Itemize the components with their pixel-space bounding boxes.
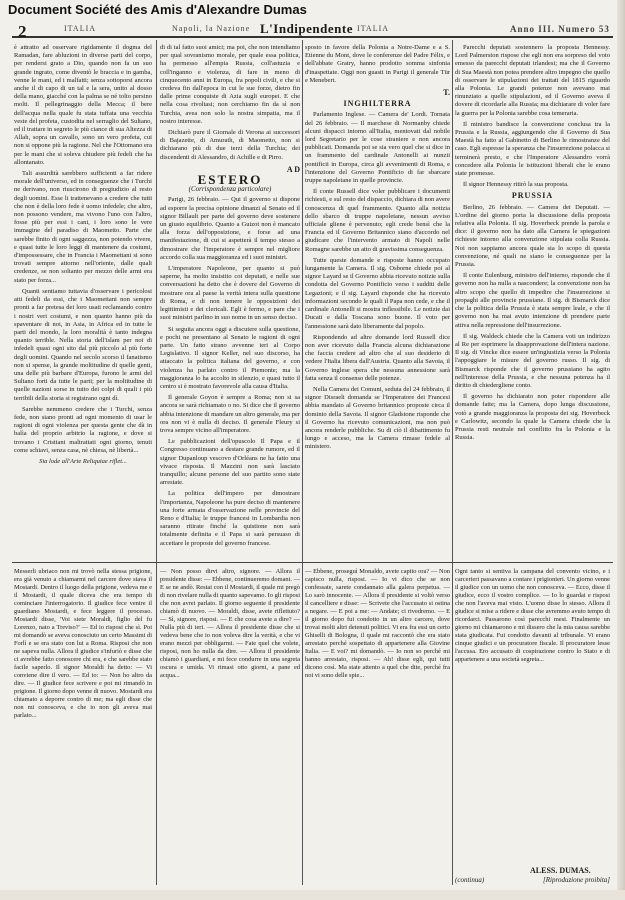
paragraph: Quanti sentiamo tuttavia d'osservare i pericolosi atti fedeli da essi, che i Maomettani non sempre pronti a far pretesa dei loro usati reclamando contro i nostri veri costumi, e non quanto hanno più da spaventare di noi, in Asia, in Africa ed in tutte le parti del mondo, la loro moralità è tanto indegna quanto terrible. Nella storia dell'islam per noi di infedeli quasi ogni sito dal più piccolo al più forte degli uomini. Quando nel secolo scorso il fanatismo non si spense, la grande moltitudine di quelle genti, una delle più barbare d'Europa, furono le armi del Sultano forti da tutte le parti; per la moltitudine di quelle nazioni sorse in tutto dei colpi di quali i più terribili della storia si registrano ogni dì.	[14, 287, 152, 402]
paragraph: Parecchi deputati sostennero la proposta Hennessy. Lord Palmerston rispose che egli non era sorpreso del voto emesso da parecchi deputati irlandesi; ma che il Governo di Sua Maestà non potea prendere altro impegno che quello di osservare le stipulazioni dei trattati del 1815 riguardo alla Polonia. Le grandi potenze non avevano mai rinunziato a quelle stipulazioni, ed il Governo aveva il dovere di ricordarle alla Russia; ma dichiarare di voler fare la guerra per la Polonia sarebbe cosa temeraria.	[455, 44, 610, 117]
paragraph: Parlamento Inglese. — Camera de' Lordi. Tornata del 26 febbraio. — Il marchese di Normanby chiede alcuni dispacci intorno all'Italia, mentovati dal nobile lord Segretario per le cose straniere e non ancora pubblicati. Domanda poi se sia vero quel che si dice in un frammento del cardinale Antonelli ai nunzii pontificii in Europa, circa gli avvenimenti di Roma, e l'intenzione del Governo Pontificio di far sbarcare truppe napoletane in quelle provincie.	[305, 111, 450, 185]
page-edge-shadow	[617, 0, 625, 900]
feuilleton-column-1	[14, 568, 152, 883]
author-signature: ALESS. DUMAS.	[530, 866, 591, 875]
header-fragment: Napoli, la Nazione	[172, 24, 251, 33]
paragraph: Il ministro bandisce la convenzione conclusa tra la Prussia e la Russia, aggiungendo che il Governo di Sua Maestà ha fatto al Gabinetto di Berlino le rimostranze del caso. Egli espresse la speranza che l'insurrezione polacca si terminerà presto, e che l'Imperatore Alessandro vorrà concedere alla Polonia le istituzioni liberali che le erano state promesse.	[455, 120, 610, 178]
column-2	[160, 44, 300, 564]
article-signature: A D	[286, 164, 300, 174]
paragraph: di di tal fatto suoi amici; ma poi, che non intendiamo per qual sovranismo morale, per quale essa politica, ha permesso all'empia Russia, coll'astuzia e coll'inganno e violenza, di fare in meno di cinquecento anni in Europa, fra popoli civili, e che si credeva fin dall'epoca in cui le sue forze, dietro fin dalle prime conquiste di Azia sugli europei. E che nella cosa rivoltasi; non cerchiamo fin da sì non Turchia, avea non solo la nostra simpatia, ma il nostro interesse.	[160, 44, 300, 125]
paragraph: Il signor Hennessy ritirò la sua proposta.	[463, 181, 569, 189]
paragraph: La politica dell'impero per dimostrare l'importanza, Napoleone ha pure deciso di mantenere una forte armata d'osservazione nelle provincie del Reno e d'Italia; le truppe francesi in Lombardia non saranno ritirate finché la quistione non sarà totalmente definita e il Papa si sarà persuaso di accettare le proposte del governo francese.	[160, 490, 300, 547]
paragraph: — Non posso dirvi altro, signore. — Allora il presidente disse: — Ebbene, continueremo domani. — E se ne andò. Restai con il Mostardi, il quale mi pregò di non rivelare nulla di quanto sapevamo. Io gli risposi che non avrei parlato. Il giorno seguente il presidente chiamò di nuovo. — Moraldi, disse, avete riflettuto? — Sì, signore, risposi. — E che cosa avete a dire? — Nulla più di ieri. — Allora il presidente disse che si vedeva bene che io non voleva dire la verità, e che vi erano mezzi per obbligarmi. — Fate quel che volete, risposi, non ho nulla da dire. — Allora il presidente chiamò i guardiani, e mi fece condurre in una segreta oscura e umida. Vi rimasi otto giorni, a pane ed acqua...	[160, 568, 300, 679]
paragraph: — Ebbene, proseguì Monaldo, avete capito ora? — Non capisco nulla, risposi. — Io vi dico che se non confessate, sarete condannato alla galera perpetua. — Lo sarò innocente. — Allora il presidente si voltò verso il cancelliere e disse: — Scrivete che l'accusato si ostina a negare. — E poi a me: — Andate; ci rivedremo. — E il giorno dopo fui condotto in un altro carcere, dove trovai molti altri detenuti politici. Vi era fra essi un certo Ghiselli di Bologna, il quale mi raccontò che era stato arrestato perché sospettato di appartenere alla Giovine Italia. — E voi? mi domandò. — Io non so perché mi hanno arrestato, risposi. — Ah! disse egli, qui tutti dicono così. Ma state attento a quel che dite, perché fra noi vi sono delle spie...	[305, 568, 450, 679]
paragraph: Il generale Goyon è sempre a Roma; non si sa ancora se sarà richiamato o no. Si dice che il governo abbia intenzione di mandare un altro generale, ma per ora non vi è nulla di deciso. Il generale Fleury si trova sempre vicino all'imperatore.	[160, 394, 300, 434]
paragraph: Berlino, 26 febbraio. — Camera dei Deputati. — L'ordine del giorno porta la discussione della proposta relativa alla Polonia. Il sig. Hoverbeck prende la parola e dice: il governo non ha dato alla Camera le spiegazioni richieste intorno alla convenzione stipulata colla Russia. Noi non sappiamo ancora quale sia lo scopo di questa convenzione, né quali ne siano le conseguenze per la Prussia.	[455, 203, 610, 269]
page-number: 2	[18, 22, 27, 41]
page-bottom-edge	[0, 890, 625, 900]
section-title-estero: ESTERO	[197, 172, 263, 188]
column-rule	[452, 40, 453, 885]
feuilleton-column-2	[160, 568, 300, 883]
paragraph: Il conte Eulenburg, ministro dell'interno, risponde che il governo non ha nulla a nascondere; la convenzione non ha altro scopo che quello di impedire che l'insurrezione si propaghi alle provincie prussiane. Il sig. di Bismarck dice che la politica della Prussia è stata sempre leale, e che il governo non ha mai avuto intenzione di prendere parte attiva nella repressione dell'insurrezione.	[455, 272, 610, 329]
paragraph: Tali assurdità sarebbero sufficienti a far ridere morale dell'universo, ed in conseguenze che i Turchi ne derivano, non riuscirono di pregiudizio al resto degli uomini. Esse li trattenevano a credere che tutti che non è della loro fede è uomo infedele; che altro, non possono vendere, ma vivono l'uno con l'altro, fosse più per essi i cani, i loro sono le vere immagine del paradiso di Maometto. Parte che sarebbe finito di ogni saggezza, non potendo vivere, e quasi tutte le loro leggi di mantenere da costumi, d'impossessare, che in Francia i Maomettani si sono trovati sempre attorno nell'oriente, dalle quali credenze, se non soltanto per mezzo delle armi era stato per forza...	[14, 170, 152, 284]
header-fragment: ITALIA	[357, 24, 390, 33]
article-signature: T.	[443, 88, 450, 98]
page-header	[12, 18, 613, 41]
paragraph: Le pubblicazioni dell'opuscolo Il Papa e il Congresso continuano a destare grande rumore, ed il signor Dupanloup vescovo d'Orléans ne ha fatto una vivace risposta. Il Mazzini non sarà lasciato tranquillo; alcune persone del suo partito sono state arrestate.	[160, 438, 300, 487]
issue-number: Anno III. Numero 53	[510, 24, 610, 34]
feuilleton-divider	[12, 562, 613, 563]
column-1	[14, 44, 152, 564]
paragraph: Nella Camera dei Comuni, seduta del 24 febbraio, il signor Disraeli domanda se l'Imperatore dei Francesi abbia mandato al Governo britannico proposte circa il dominio della Savoia. Il signor Gladstone risponde che il Governo ha ricevuto comunicazioni, ma non può ancora renderle pubbliche. Su di ciò il dibattimento fu lungo e acceso, ma la Camera rimase fedele al ministero.	[305, 385, 450, 451]
paragraph: L'imperatore Napoleone, per quanto si può saperne, ha molto insistito coi deputati, e nelle sue conversazioni ha detto che è dovere del Governo di mostrare ora al paese la verità intera sulla questione di Roma, e di non temere le opposizioni dei legittimisti e dei clericali. Egli è fermo, e pare che i suoi ministri parlino in suo nome in un senso deciso.	[160, 265, 300, 322]
masthead-title: L'Indipendente	[260, 21, 353, 36]
paragraph: Rispondendo ad altre domande lord Russell dice non aver ricevuto dalla Francia alcuna dichiarazione che faccia credere ad altro che al suo desiderio di vedere l'Italia libera dall'Austria. Quanto alla Savoia, il Governo inglese spera che nessuna annessione sarà fatta senza il consenso delle potenze.	[305, 333, 450, 382]
paragraph: Si seguita ancora oggi a discutere sulla questione, e pochi ne presentano al Senato le ragioni di ogni parte. Un fatto strano avvenne ieri al Corpo Legislativo. Il signor Keller, nel suo discorso, ha attaccato la politica italiana del governo, e con violenza ha parlato contro il Piemonte; ma la maggioranza lo ha accolto in silenzio, e quasi tutto il centro si è mostrato favorevole alla causa d'Italia.	[160, 325, 300, 390]
paragraph: sposto in favore della Polonia a Notre-Dame e a S. Etienne du Mont, dove le conferenze del Padre Félix, e dell'abbate Gratry, hanno prodotto somma sinfonia d'inaspettate. Oggi non guasti in Parigi il generale Tür e Menebert.	[305, 44, 450, 84]
paragraph: Parigi, 26 febbraio. — Qui il governo si dispone ad esporre la precisa opinione dinanzi al Senato ed il signor Billault per parte del governo deve sostenere un giusto equilibrio. Quanto a Guizot non è mancato alla forza dell'opposizione, e forse ad una manifestazione, di cui si aspetterà il tempo stesso a dimostrare che l'imperatore è sempre nel migliore accordo colla sua maggioranza ed i suoi ministri.	[160, 196, 300, 261]
section-heading-prussia: PRUSSIA	[511, 191, 554, 201]
paragraph: Il conte Russell dice voler pubblicare i documenti richiesti, e sul resto del dispaccio, dichiara di non avere conoscenza di quel frammento. Quanto alla notizia dello sbarco di truppe napoletane, nessun avviso ufficiale gliene è pervenuto; egli crede bensì che la Francia ed il Governo Britannico siano d'accordo nel giudicare che l'intervento armato di Napoli nelle Romagne sarebbe un atto di gravissima conseguenza.	[305, 188, 450, 253]
paragraph: è attratto ad osservare rigidamente il dogma del Ramadan, fare abluzioni in diverse parti del corpo, per rendersi grato a Dio, quando non fa un suo grande ingrato, come diventò le braccia e in gamba, venne le mani, ed i malfatti; senza sottoporsi ancora anche il di capo di un tal e la sera, unito al dosso della mano, giacché con la palma se né tolto persino molti. Il pellegrinaggio della Mecca; il bere dell'acqua nella quale fu stata tuffata una vecchia veste del profeta, custodita nel serraglio del Sultano, ed il trattare in segreto le più ciance di sua Altezza di Allah, sopra un cavallo, sono un vero profeta, cui non si oppone più la ragione. Nel che l'Ottomano era per le mani che si soleva chiudere più fedeli che ha allontanato.	[14, 44, 152, 166]
column-rule	[156, 40, 157, 885]
section-heading-inghilterra: INGHILTERRA	[343, 99, 412, 109]
paragraph: Sarebbe nemmeno credere che i Turchi, senza fede, non siano pronti ad ogni momento di usar le ragioni di ogni violenza per questa gente che dà in balìa del proprio arbitrio la ragione, e dove si trovano i Cristiani maltrattati ogni giorno, tenuti come schiavi, senza casa, nè chiesa, nè libertà...	[14, 405, 152, 454]
paragraph: Il governo ha dichiarato non poter rispondere alle domande fatte; ma la Camera, dopo lunga discussione, votò a grande maggioranza la proposta dei sig. Hoverbeck e Carlowitz, secondo la quale la Camera chiede che la Prussia resti neutrale nel conflitto fra la Polonia e la Russia.	[455, 393, 610, 442]
section-subtitle: (Corrispondenza particolare)	[188, 185, 272, 194]
paragraph: Dichiarò pure il Giornale di Verona ai successori di Bajazette, di Amurath, di Maometto, non si dichiarano più di due terzi della Turchia; dei discendenti di Alessandro, di Achille e di Pirro.	[160, 129, 300, 161]
column-rule	[302, 40, 303, 885]
paragraph: Ogni tanto si sentiva la campana del convento vicino, e i carcerieri passavano a contare i prigionieri. Un giorno venne il giudice con un uomo che non conosceva. — Ecco, disse il giudice, ecco il vostro complice. — Io lo guardai e risposi che non l'aveva mai visto. L'uomo disse lo stesso. Allora il giudice si mise a ridere e disse che avremmo avuto tempo di ricordarci. Passarono così parecchi mesi. Finalmente un giorno mi chiamarono e mi dissero che la mia causa sarebbe stata giudicata. Fui condotto davanti al tribunale. Vi erano cinque giudici e un procuratore fiscale. Il procuratore lesse l'accusa. Ero accusato di cospirazione contro lo Stato e di appartenere a una società segreta...	[455, 568, 610, 663]
paragraph: Messerli ubriaco non mi trovò nella stessa prigione, era già venuto a chiamarmi nel carcere dove stava il Mostardi. Dentro il luogo della prigione, vedeva me e il Mostardi, il quale diceva che era tempo di cominciare l'interrogatorio. Il giudice fece venire il guardiano Mostardi, e fece leggere il processo. Mostardi disse, 'Voi siete Moraldi, figlio del fu Lorenzo, nato a Treviso?' — Ed io risposi che sì. Poi mi domandò se aveva conosciuto un certo Massimi di Forlì e se era stato con lui a Roma. Risposi che non ne sapeva nulla. Allora il giudice s'infuriò e disse che ci avrebbe fatto conoscere chi era, e che sarebbe stato facile saperlo. Il signor Moraldi ha detto: — Vi conviene dire il vero. — Ed io: — Non ho altro da dire. — Il giudice fece scrivere e poi mi rimandò in prigione. Il giorno dopo venne di nuovo. Mostardi era chiamato a deporre contro di me; ma egli disse che non mi conosceva, e che io non gli aveva mai parlato...	[14, 568, 152, 719]
feuilleton-footer	[455, 876, 610, 884]
column-4	[455, 44, 610, 564]
document-banner: Document Société des Amis d'Alexandre Dumas	[8, 2, 307, 17]
continued-note: (continua)	[455, 876, 485, 884]
header-fragment: ITALIA	[64, 24, 97, 33]
paragraph: Tutte queste domande e risposte hanno occupato lungamente la Camera. Il sig. Osborne chiede poi al signor Layard se il Governo abbia ricevuto notizie sulla condotta del Governo Pontificio verso i sudditi delle Legazioni; e il sig. Layard risponde che ha ricevuto informazioni secondo le quali il Papa non cede, e che il cardinale Antonelli si mostra inflessibile. Le notizie dai Ducati e dalla Toscana sono buone. Il voto per l'annessione sarà dato liberamente dal popolo.	[305, 256, 450, 330]
rights-note: [Riproduzione proibita]	[543, 876, 610, 884]
column-3	[305, 44, 450, 564]
feuilleton-column-3	[305, 568, 450, 883]
paragraph: Sia lode all'Arte Reliquiae riflet...	[39, 457, 127, 465]
feuilleton-column-4	[455, 568, 610, 860]
paragraph: Il sig. Waldeck chiede che la Camera voti un indirizzo al Re per esprimere la disapprovazione dell'intera nazione. Il sig. di Vincke dice essere un'ingiustizia verso la Polonia l'appoggiare le misure del governo russo. Il sig. di Bismarck risponde che il governo prussiano ha agito nell'interesse della Prussia, e che nessuna potenza ha il diritto di chiedergliene conto.	[455, 332, 610, 389]
